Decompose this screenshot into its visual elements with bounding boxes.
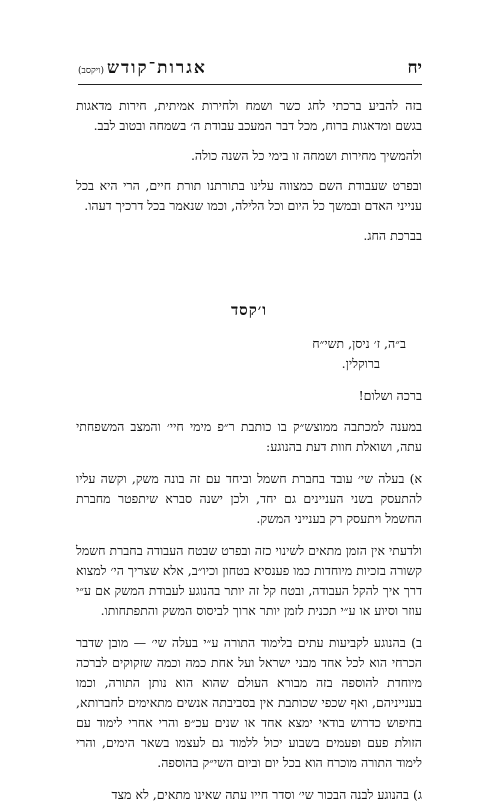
letter-date: ב״ה, ז׳ ניסן, תשי״ח	[312, 336, 406, 351]
paragraph: במענה למכתבה ממוצש״ק בו כותבת ר״פ מימי חיי׳ והמצב המשפחתי עתה, ושואלת חוות דעת בהנוגע:	[76, 419, 422, 454]
letter-number-title: ו׳קסד	[230, 301, 268, 319]
letter-separator-space	[76, 246, 422, 300]
letter-1	[76, 96, 422, 246]
running-title	[78, 58, 207, 78]
header-rule	[78, 84, 422, 85]
paragraph: בזה להביע ברכתי לחג כשר ושמח ולחירות אמיתית, חירות מדאגות בגשם ומדאגות ברוח, מכל דבר המעכב עבודת ה׳ בשמחה ובטוב לבב.	[76, 98, 422, 133]
paragraph: א) בעלה שי׳ עובד בחברת חשמל וביחד עם זה בונה משק, וקשה עליו להתעסק בשני העניינים גם יחד, ולכן ישנה סברא שיתפטר מחברת החשמל ויתעסק רק בענייני המשק.	[76, 471, 422, 526]
closing-line: בברכת החג.	[363, 228, 422, 243]
letter-2	[76, 300, 422, 805]
letter-greeting: ברכה ושלום!	[358, 388, 422, 403]
letter-place: ברוקלין.	[341, 356, 380, 371]
paragraph: ובפרט שעבודת השם כמצווה עלינו בתורתנו תורת חיים, הרי היא בכל ענייני האדם ובמשך כל היום וכל הלילה, וכמו שנאמר בכל דרכיך דעהו.	[76, 178, 422, 213]
page-number: יח	[407, 58, 422, 78]
page-header	[78, 58, 422, 84]
running-title-text: אגרות־קודש	[106, 58, 207, 78]
paragraph: ולדעתי אין הזמן מתאים לשינוי כזה ובפרט שבטח העבודה בחברת חשמל קשורה בזכיות מיוחדות כמו פענסיא בטחון וכיו״ב, אלא שצריך הי׳ למצוא דרך איך להקל העבודה, ובטח קל זה יותר בהנוגע לעבודת המשק אם ע״י עוזר וסיוע או ע״י תכנית לזמן יותר ארוך לביסוס המשק והתפתחותו.	[76, 543, 422, 618]
running-subtitle: (ויקסב)	[78, 66, 104, 76]
page-body	[76, 96, 422, 805]
paragraph: ולהמשיך מחירות ושמחה זו בימי כל השנה כולה.	[190, 148, 422, 163]
paragraph: ב) בהנוגע לקביעות עתים בלימוד התורה ע״י בעלה שי׳ — מובן שדבר הכרחי הוא לכל אחד מבני ישראל ועל אחת כמה וכמה שזקוקים לברכה מיוחדת להוספה בזה מבורא העולם שהוא הוא נותן התורה, וכמו בענייניהם, ואף שכפי שכותבת אין בסביבתה אנשים מתאימים לחברותא, בחיפוש כדרוש בודאי ימצא אחד או שנים עכ״פ והרי אחרי לימוד עם הזולת פעם ופעמים בשבוע יכול ללמוד גם לעצמו בשאר הימים, והרי לימוד התורה מוכרח הוא בכל יום וביום השי״ק בהוספה.	[76, 635, 422, 770]
paragraph: ג) בהנוגע לבנה הבכור שי׳ וסדר חייו עתה שאינו מתאים, לא מצד	[111, 787, 422, 802]
